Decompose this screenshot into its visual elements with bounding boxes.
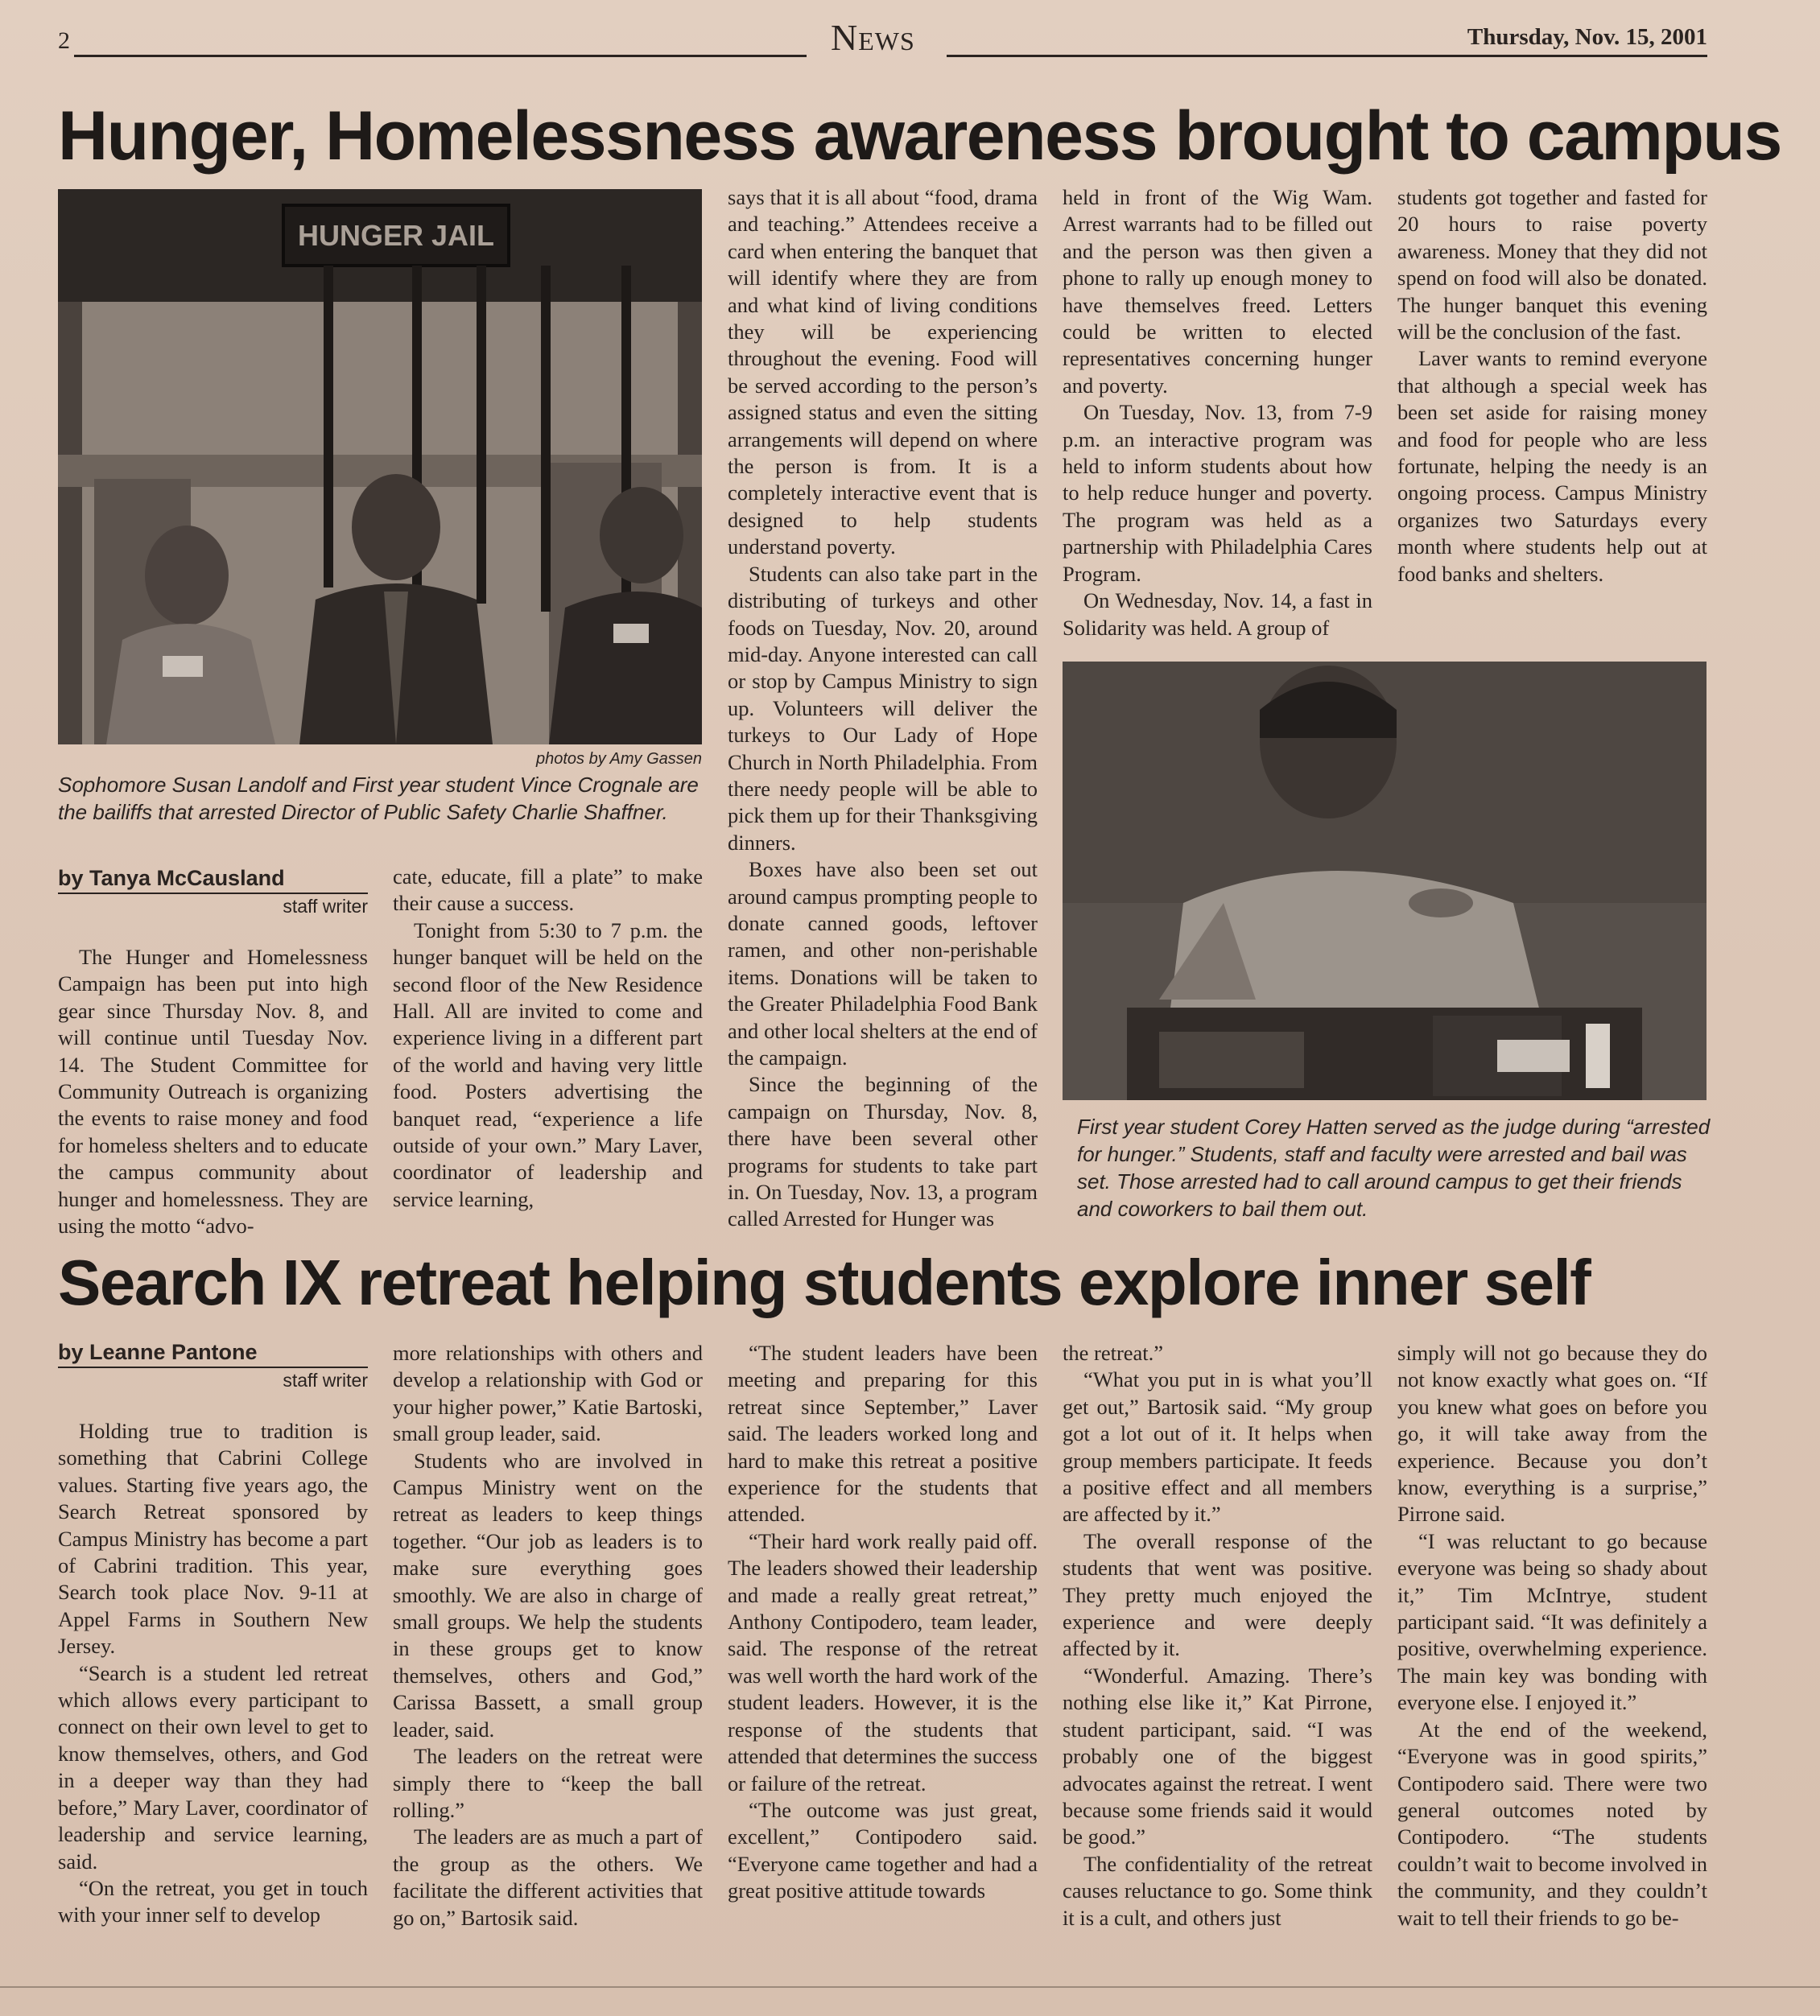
header-rule-left — [74, 55, 807, 57]
article2-byline: by Leanne Pantone — [58, 1340, 368, 1368]
article1-column-5 — [1397, 184, 1707, 619]
paragraph: more relationships with others and develop a relationship with God or your higher power,” Katie Bartoski, small group leader, said. — [393, 1341, 703, 1446]
paragraph: “Wonderful. Amazing. There’s nothing else like it,” Kat Pirrone, student participant, said. “I was probably one of the biggest advocates against the retreat. I went because some friends said it would be good.” — [1063, 1663, 1372, 1849]
photo-hunger-jail — [58, 189, 702, 744]
photo1-caption: Sophomore Susan Landolf and First year student Vince Crognale are the bailiffs that arrested Director of Public Safety Charlie Shaffner. — [58, 773, 699, 824]
article1-column-4 — [1063, 184, 1372, 645]
paragraph: held in front of the Wig Wam. Arrest warrants had to be filled out and the person was then given a phone to rally up enough money to have themselves freed. Letters could be written to elected representatives concerning hunger and poverty. — [1063, 185, 1372, 398]
paragraph: Laver wants to remind everyone that although a special week has been set aside for raising money and food for people who are less fortunate, helping the needy is an ongoing process. Campus Ministry organizes two Saturdays every month where students help out at food banks and shelters. — [1397, 346, 1707, 586]
paragraph: cate, educate, fill a plate” to make their cause a success. — [393, 864, 703, 916]
paragraph: “What you put in is what you’ll get out,” Bartosik said. “My group got a lot out of it. It helps when group members participate. It feeds a positive effect and all members are affected by it.” — [1063, 1367, 1372, 1527]
paragraph: “Search is a student led retreat which allows every participant to connect on their own level to get to know themselves, others, and God in a deeper way than they had before,” Mary Laver, coordinator of leadership and service learning, said. — [58, 1660, 368, 1874]
article2-column-1 — [58, 1418, 368, 1945]
paragraph: Boxes have also been set out around campus prompting people to donate canned goods, leftover ramen, and other non-perishable items. Donations will be taken to the Greater Philadelphia Food Bank and other local shelters at the end of the campaign. — [728, 857, 1038, 1070]
article1-byline: by Tanya McCausland — [58, 866, 368, 894]
article1-headline: Hunger, Homelessness awareness brought to campus — [58, 97, 1781, 175]
section-title: News — [831, 17, 915, 58]
article2-column-4 — [1063, 1340, 1372, 1945]
page-number: 2 — [58, 27, 70, 54]
paragraph: simply will not go because they do not know exactly what goes on. “If you knew what goes on before you go, it will take away from the experience. Because you don’t know, everything is a surprise,” Pirrone said. — [1397, 1341, 1707, 1527]
paragraph: Students can also take part in the distributing of turkeys and other foods on Tuesday, Nov. 20, around mid-day. Anyone interested can call or stop by Campus Ministry to sign up. Volunteers will deliver the turkeys to Our Lady of Hope Church in North Philadelphia. From there needy people will be able to pick them up for their Thanksgiving dinners. — [728, 561, 1038, 855]
article2-column-3 — [728, 1340, 1038, 1945]
article1-byline-block — [58, 866, 368, 917]
article1-column-2 — [393, 864, 703, 1239]
hunger-jail-sign: HUNGER JAIL — [297, 219, 495, 252]
photo-credit: photos by Amy Gassen — [535, 750, 702, 768]
bottom-fold-line — [0, 1986, 1820, 1988]
paragraph: “I was reluctant to go because everyone was being so shady about it,” Tim McIntrye, student participant said. “It was definitely a positive, overwhelming experience. The main key was bonding with everyone else. I enjoyed it.” — [1397, 1528, 1707, 1715]
paragraph: The leaders on the retreat were simply there to “keep the ball rolling.” — [393, 1744, 703, 1822]
article1-column-1 — [58, 944, 368, 1239]
paragraph: On Tuesday, Nov. 13, from 7-9 p.m. an interactive program was held to inform students about how to help reduce hunger and poverty. The program was held as a partnership with Philadelphia Cares Program. — [1063, 400, 1372, 586]
paragraph: Tonight from 5:30 to 7 p.m. the hunger banquet will be held on the second floor of the New Residence Hall. All are invited to come and experience living in a different part of the world and having very little food. Posters advertising the banquet read, “experience a life outside of your own.” Mary Laver, coordinator of leadership and service learning, — [393, 917, 703, 1211]
article1-role: staff writer — [283, 896, 368, 917]
paragraph: the retreat.” — [1063, 1341, 1164, 1365]
article2-role: staff writer — [283, 1370, 368, 1391]
paragraph: The overall response of the students that went was positive. They pretty much enjoyed the experience and were deeply affected by it. — [1063, 1528, 1372, 1661]
paragraph: “The student leaders have been meeting and preparing for this retreat since September,” Laver said. The leaders worked long and hard to make this retreat a positive experience for the students that attended. — [728, 1341, 1038, 1527]
paragraph: “The outcome was just great, excellent,” Contipodero said. “Everyone came together and had a great positive attitude towards — [728, 1797, 1038, 1903]
issue-date: Thursday, Nov. 15, 2001 — [1467, 24, 1707, 50]
photo2-caption: First year student Corey Hatten served as the judge during “arrested for hunger.” Students, staff and faculty were arrested and bail was set. Those arrested had to call around campus to get their friends and coworkers to bail them out. — [1077, 1115, 1711, 1221]
paragraph: students got together and fasted for 20 hours to raise poverty awareness. Money that they did not spend on food will also be donated. The hunger banquet this evening will be the conclusion of the fast. — [1397, 185, 1707, 344]
paragraph: Since the beginning of the campaign on Thursday, Nov. 8, there have been several other programs for students to take part in. On Tuesday, Nov. 13, a program called Arrested for Hunger was — [728, 1072, 1038, 1231]
article2-column-5 — [1397, 1340, 1707, 1945]
paragraph: “Their hard work really paid off. The leaders showed their leadership and made a really great retreat,” Anthony Contipodero, team leader, said. The response of the retreat was well worth the hard work of the student leaders. However, it is the response of the students that attended that determines the success or failure of the retreat. — [728, 1528, 1038, 1795]
paragraph: The Hunger and Homelessness Campaign has been put into high gear since Thursday Nov. 8, and will continue until Tuesday Nov. 14. The Student Committee for Community Outreach is organizing the events to raise money and food for homeless shelters and to educate the campus community about hunger and homelessness. They are using the motto “advo- — [58, 945, 368, 1239]
article2-column-2 — [393, 1340, 703, 1945]
article2-byline-block — [58, 1340, 368, 1391]
header-rule-right — [947, 55, 1707, 57]
paragraph: On Wednesday, Nov. 14, a fast in Solidarity was held. A group of — [1063, 588, 1372, 640]
paragraph: At the end of the weekend, “Everyone was in good spirits,” Contipodero said. There were two general outcomes noted by Contipodero. “The students couldn’t wait to become involved in the community, and they couldn’t wait to tell their friends to go be- — [1397, 1717, 1707, 1930]
article1-column-3 — [728, 184, 1038, 1239]
photo-judge — [1063, 662, 1707, 1100]
paragraph: The leaders are as much a part of the group as the others. We facilitate the different activities that go on,” Bartosik said. — [393, 1824, 703, 1930]
paragraph: The confidentiality of the retreat causes reluctance to go. Some think it is a cult, and others just — [1063, 1851, 1372, 1930]
paragraph: Holding true to tradition is something that Cabrini College values. Starting five years ago, the Search Retreat sponsored by Campus Ministry has become a part of Cabrini tradition. This year, Search took place Nov. 9-11 at Appel Farms in Southern New Jersey. — [58, 1419, 368, 1659]
article2-headline: Search IX retreat helping students explore inner self — [58, 1247, 1591, 1318]
paragraph: Students who are involved in Campus Ministry went on the retreat as leaders to keep things together. “Our job as leaders is to make sure everything goes smoothly. We are also in charge of small groups. We help the students in these groups get to know themselves, others and God,” Carissa Bassett, a small group leader, said. — [393, 1448, 703, 1742]
paragraph: “On the retreat, you get in touch with your inner self to develop — [58, 1875, 368, 1927]
paragraph: says that it is all about “food, drama and teaching.” Attendees receive a card when entering the banquet that will identify where they are from and what kind of living conditions they will be experiencing throughout the evening. Food will be served according to the person’s assigned status and even the sitting arrangements will depend on where the person is from. It is a completely interactive event that is designed to help students understand poverty. — [728, 185, 1038, 559]
